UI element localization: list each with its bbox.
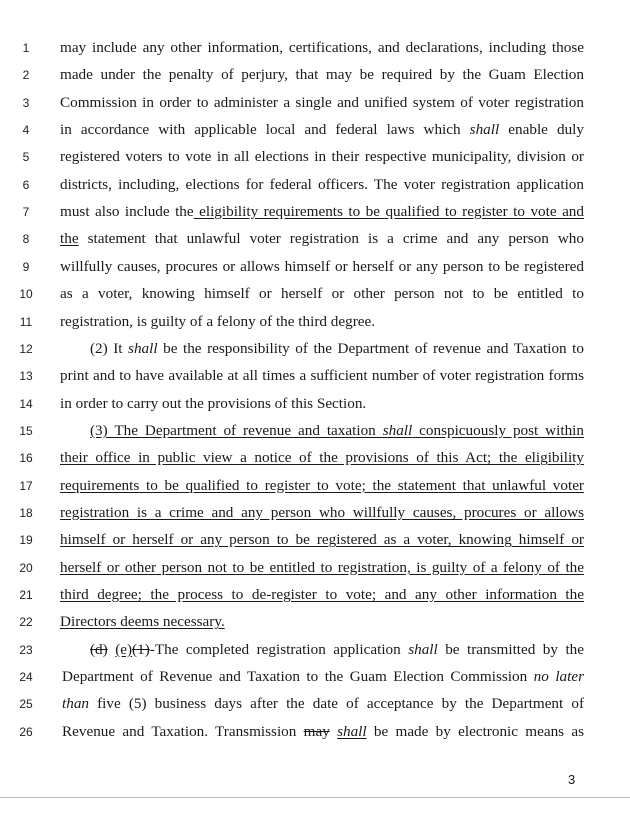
page-number: 3 bbox=[568, 772, 576, 787]
line-text bbox=[62, 691, 584, 717]
text-segment: registered voters to vote in all elections in their respective municipality, division or bbox=[60, 148, 584, 166]
line-number: 18 bbox=[19, 505, 33, 520]
text-segment: as a voter, knowing himself or herself or other person not to be entitled to bbox=[60, 285, 584, 303]
line-text bbox=[60, 527, 584, 553]
line-number: 22 bbox=[19, 615, 33, 630]
line-text bbox=[60, 172, 584, 198]
text-segment: Department of Revenue and Taxation to the Guam Election Commission bbox=[62, 668, 534, 686]
line-text bbox=[60, 254, 584, 280]
inserted-text: Directors deems necessary. bbox=[60, 613, 225, 631]
text-segment: districts, including, elections for federal officers. The voter registration application bbox=[60, 175, 584, 193]
struck-text: may bbox=[303, 722, 330, 740]
line-text bbox=[60, 609, 584, 635]
text-segment: willfully causes, procures or allows himself or herself or any person to be registered bbox=[60, 257, 584, 275]
text-segment: must also include the bbox=[60, 203, 194, 221]
text-segment: no later bbox=[533, 668, 584, 686]
text-segment: Revenue and Taxation. Transmission bbox=[62, 722, 304, 740]
struck-text: (1) bbox=[132, 640, 150, 658]
document-line bbox=[0, 391, 630, 417]
line-text bbox=[60, 445, 584, 471]
struck-text: (d) bbox=[90, 640, 108, 658]
line-number: 14 bbox=[19, 396, 33, 411]
text-segment bbox=[330, 723, 337, 740]
line-number: 23 bbox=[19, 642, 33, 657]
document-line bbox=[0, 336, 630, 362]
document-line bbox=[0, 527, 630, 553]
line-number: 9 bbox=[22, 259, 30, 274]
text-segment: than bbox=[62, 695, 90, 713]
document-line bbox=[0, 582, 630, 608]
text-segment: -The completed registration application bbox=[149, 640, 409, 658]
inserted-text: requirements to be qualified to register to vote; the statement that unlawful voter bbox=[60, 476, 584, 494]
line-number: 8 bbox=[22, 232, 30, 247]
line-text bbox=[60, 473, 584, 499]
line-number: 25 bbox=[19, 697, 33, 712]
inserted-text: (3) The Department of revenue and taxation bbox=[90, 421, 383, 439]
line-text bbox=[60, 363, 584, 389]
line-text bbox=[60, 199, 584, 225]
inserted-text: shall bbox=[382, 421, 413, 439]
inserted-text: third degree; the process to de-register to vote; and any other information the bbox=[60, 586, 584, 603]
document-line bbox=[0, 199, 630, 225]
line-number: 1 bbox=[22, 41, 30, 55]
document-line bbox=[0, 172, 630, 198]
line-text bbox=[62, 664, 584, 690]
text-segment: may include any other information, certifications, and declarations, including those bbox=[60, 39, 584, 56]
document-line bbox=[0, 254, 630, 280]
line-number: 11 bbox=[19, 314, 33, 329]
text-segment: be made by electronic means as bbox=[366, 722, 584, 740]
line-number: 24 bbox=[19, 670, 33, 685]
document-line bbox=[0, 62, 630, 88]
text-segment: in accordance with applicable local and federal laws which bbox=[60, 121, 470, 139]
inserted-text: shall bbox=[337, 722, 367, 740]
line-text bbox=[60, 35, 584, 61]
inserted-text: their office in public view a notice of the provisions of this Act; the eligibility bbox=[60, 449, 584, 467]
inserted-text: herself or other person not to be entitled to registration, is guilty of a felony of the bbox=[60, 558, 584, 576]
line-text bbox=[60, 391, 584, 417]
line-text bbox=[90, 336, 584, 362]
line-number: 4 bbox=[22, 123, 30, 138]
line-number: 15 bbox=[19, 423, 33, 438]
document-line bbox=[0, 144, 630, 170]
document-line bbox=[0, 500, 630, 526]
line-text bbox=[60, 582, 584, 608]
text-segment: shall bbox=[469, 121, 500, 139]
line-text bbox=[60, 500, 584, 526]
line-number: 5 bbox=[22, 150, 30, 165]
line-number: 2 bbox=[22, 68, 30, 83]
inserted-text: (e) bbox=[115, 640, 133, 658]
text-segment: registration, is guilty of a felony of the third degree. bbox=[60, 312, 376, 330]
line-number: 19 bbox=[19, 533, 33, 548]
text-segment: enable duly bbox=[499, 121, 584, 139]
line-number: 17 bbox=[19, 478, 33, 493]
text-segment: in order to carry out the provisions of this Section. bbox=[60, 394, 367, 412]
line-text bbox=[62, 719, 584, 745]
scan-edge-line bbox=[0, 797, 630, 798]
text-segment: (2) It bbox=[90, 339, 129, 357]
line-number: 3 bbox=[22, 95, 30, 110]
line-text bbox=[60, 117, 584, 143]
document-line bbox=[0, 719, 630, 745]
line-number: 21 bbox=[19, 588, 33, 602]
line-text bbox=[60, 309, 584, 335]
line-text bbox=[60, 144, 584, 170]
inserted-text: registration is a crime and any person who willfully causes, procures or allows bbox=[60, 503, 584, 521]
line-text bbox=[60, 281, 584, 307]
line-text bbox=[90, 637, 584, 663]
line-text bbox=[60, 90, 584, 116]
line-number: 16 bbox=[19, 451, 33, 466]
line-text bbox=[60, 62, 584, 88]
document-line bbox=[0, 226, 630, 252]
text-segment: be the responsibility of the Department of revenue and Taxation to bbox=[157, 339, 584, 357]
text-segment: shall bbox=[128, 339, 158, 357]
line-text bbox=[60, 555, 584, 581]
document-line bbox=[0, 637, 630, 663]
document-line bbox=[0, 90, 630, 116]
text-segment: print and to have available at all times a sufficient number of voter registration forms bbox=[60, 367, 584, 385]
text-segment: five (5) business days after the date of acceptance by the Department of bbox=[89, 695, 584, 713]
document-line bbox=[0, 117, 630, 143]
line-number: 26 bbox=[19, 724, 33, 739]
line-text bbox=[90, 418, 584, 444]
document-line bbox=[0, 691, 630, 717]
document-line bbox=[0, 418, 630, 444]
document-line bbox=[0, 445, 630, 471]
inserted-text: the bbox=[60, 230, 79, 248]
document-line bbox=[0, 281, 630, 307]
text-segment: statement that unlawful voter registration is a crime and any person who bbox=[78, 230, 584, 248]
line-number: 13 bbox=[19, 369, 33, 384]
line-number: 20 bbox=[19, 560, 33, 575]
document-line bbox=[0, 309, 630, 335]
line-number: 12 bbox=[19, 341, 33, 356]
inserted-text: eligibility requirements to be qualified to register to vote and bbox=[193, 203, 584, 221]
text-segment: made under the penalty of perjury, that may be required by the Guam Election bbox=[60, 66, 584, 84]
text-segment: Commission in order to administer a single and unified system of voter registration bbox=[60, 93, 584, 111]
inserted-text: conspicuously post within bbox=[412, 421, 584, 439]
line-text bbox=[60, 226, 584, 252]
line-number: 6 bbox=[22, 177, 30, 192]
text-segment: shall bbox=[408, 640, 438, 658]
line-number: 10 bbox=[19, 287, 33, 302]
document-line bbox=[0, 609, 630, 635]
document-line bbox=[0, 555, 630, 581]
text-segment: be transmitted by the bbox=[437, 640, 585, 658]
document-line bbox=[0, 35, 630, 61]
inserted-text: himself or herself or any person to be registered as a voter, knowing himself or bbox=[60, 531, 584, 549]
line-number: 7 bbox=[22, 205, 30, 220]
document-line bbox=[0, 363, 630, 389]
document-line bbox=[0, 664, 630, 690]
document-line bbox=[0, 473, 630, 499]
